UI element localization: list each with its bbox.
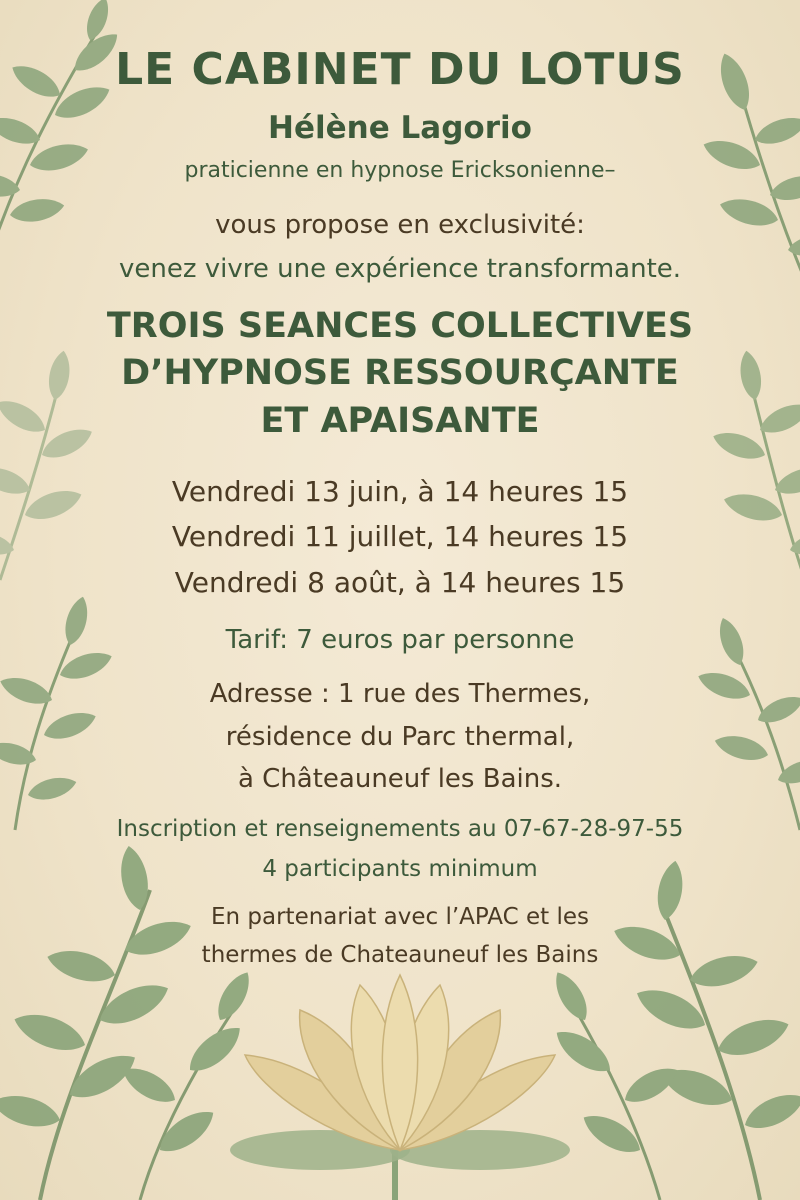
address-line-2: résidence du Parc thermal, — [225, 722, 575, 752]
leaf-branch-bottom-left-icon — [0, 844, 257, 1200]
intro-line-2: venez vivre une expérience transformante. — [118, 254, 682, 284]
headline-line-1: TROIS SEANCES COLLECTIVES — [106, 306, 694, 346]
tarif: Tarif: 7 euros par personne — [225, 625, 575, 655]
session-date-1: Vendredi 13 juin, à 14 heures 15 — [171, 475, 629, 508]
lotus-flower-icon — [230, 975, 570, 1200]
partnership-line-2: thermes de Chateauneuf les Bains — [201, 942, 599, 968]
headline-line-3: ET APAISANTE — [260, 401, 540, 441]
practitioner-subtitle: praticienne en hypnose Ericksonienne– — [184, 158, 616, 183]
address-line-3: à Châteauneuf les Bains. — [237, 764, 563, 794]
partnership-line-1: En partenariat avec l’APAC et les — [210, 904, 590, 930]
practitioner-name: Hélène Lagorio — [268, 110, 532, 146]
headline-line-2: D’HYPNOSE RESSOURÇANTE — [121, 353, 679, 393]
minimum-participants: 4 participants minimum — [262, 856, 538, 882]
cabinet-title: LE CABINET DU LOTUS — [115, 44, 685, 95]
session-date-2: Vendredi 11 juillet, 14 heures 15 — [171, 520, 629, 553]
address-line-1: Adresse : 1 rue des Thermes, — [209, 679, 591, 709]
session-date-3: Vendredi 8 août, à 14 heures 15 — [174, 566, 626, 599]
intro-line-1: vous propose en exclusivité: — [215, 210, 585, 240]
inscription-phone: Inscription et renseignements au 07-67-28-97-55 — [116, 816, 684, 842]
